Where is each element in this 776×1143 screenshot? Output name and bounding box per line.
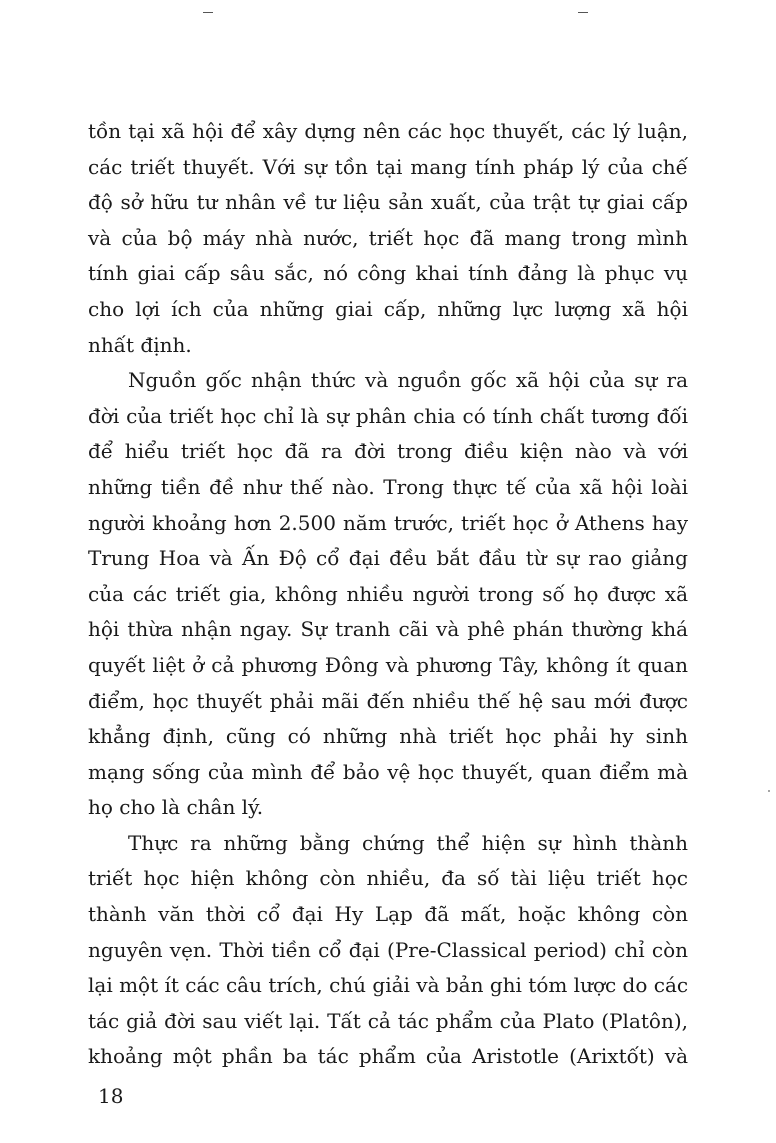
text-line: nguyên vẹn. Thời tiền cổ đại (Pre-Classical period) chỉ còn [88,937,688,962]
text-line: khoảng một phần ba tác phẩm của Aristotle (Arixtốt) và [88,1044,688,1069]
text-line: Thực ra những bằng chứng thể hiện sự hình thành [128,830,688,855]
text-line: triết học hiện không còn nhiều, đa số tài liệu triết học [88,866,688,891]
text-line: các triết thuyết. Với sự tồn tại mang tính pháp lý của chế [88,154,688,179]
text-line: và của bộ máy nhà nước, triết học đã mang trong mình [88,225,688,250]
text-line: tác giả đời sau viết lại. Tất cả tác phẩm của Plato (Platôn), [88,1008,688,1033]
text-line: để hiểu triết học đã ra đời trong điều kiện nào và với [88,439,688,464]
text-line: hội thừa nhận ngay. Sự tranh cãi và phê phán thường khá [88,617,688,642]
page-number: 18 [98,1084,124,1108]
text-line: người khoảng hơn 2.500 năm trước, triết học ở Athens hay [88,510,688,535]
text-line: tồn tại xã hội để xây dựng nên các học thuyết, các lý luận, [88,119,688,143]
top-right-mark [578,12,588,13]
text-line: khẳng định, cũng có những nhà triết học phải hy sinh [88,724,688,749]
text-line: của các triết gia, không nhiều người trong số họ được xã [88,581,688,606]
text-line: đời của triết học chỉ là sự phân chia có tính chất tương đối [88,403,688,428]
text-line: mạng sống của mình để bảo vệ học thuyết, quan điểm mà [88,759,688,784]
text-line: thành văn thời cổ đại Hy Lạp đã mất, hoặc không còn [88,902,688,927]
page-body [88,114,688,1075]
text-line: Trung Hoa và Ấn Độ cổ đại đều bắt đầu từ sự rao giảng [88,546,688,571]
top-left-mark [203,12,213,13]
paragraph-2 [88,363,688,826]
text-line: độ sở hữu tư nhân về tư liệu sản xuất, của trật tự giai cấp [88,190,688,215]
scan-speck [768,790,770,792]
text-line: Nguồn gốc nhận thức và nguồn gốc xã hội của sự ra [128,368,688,393]
text-line: quyết liệt ở cả phương Đông và phương Tây, không ít quan [88,652,688,677]
paragraph-3 [88,826,688,1075]
text-line: nhất định. [88,332,192,357]
text-line: những tiền đề như thế nào. Trong thực tế của xã hội loài [88,474,688,499]
paragraph-1 [88,114,688,363]
text-line: lại một ít các câu trích, chú giải và bản ghi tóm lược do các [88,973,689,998]
text-line: họ cho là chân lý. [88,795,264,820]
text-line: cho lợi ích của những giai cấp, những lực lượng xã hội [88,296,688,321]
text-line: điểm, học thuyết phải mãi đến nhiều thế hệ sau mới được [88,688,688,713]
text-line: tính giai cấp sâu sắc, nó công khai tính đảng là phục vụ [88,261,688,286]
